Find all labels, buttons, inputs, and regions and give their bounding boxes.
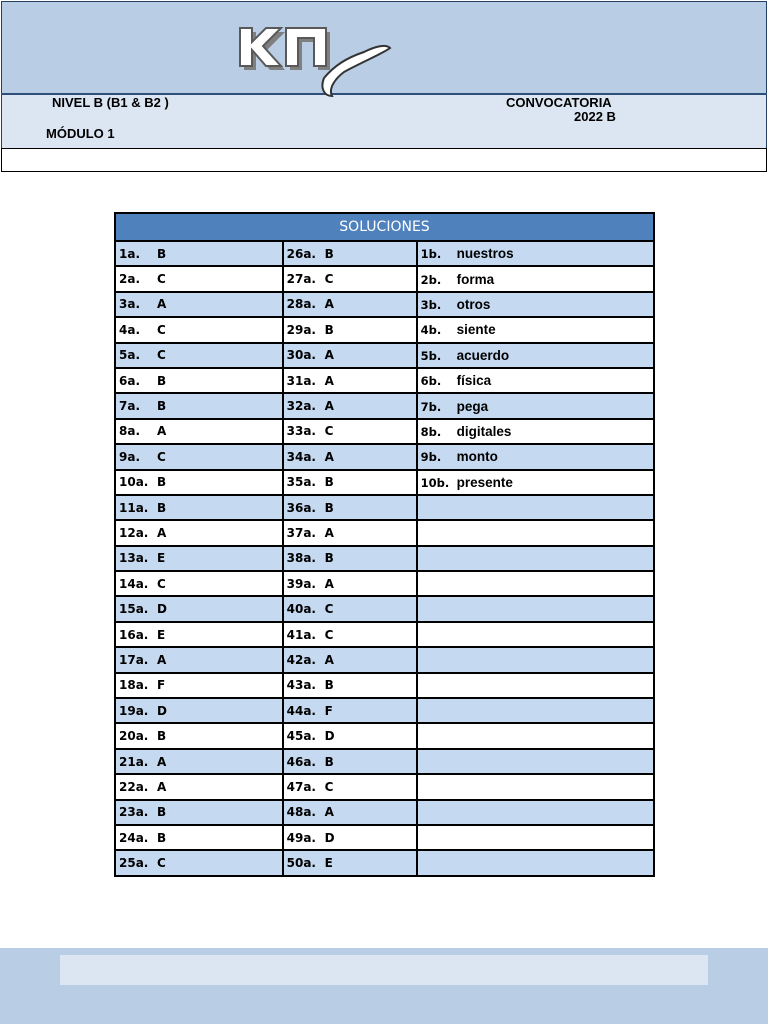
answer-cell-col2 bbox=[283, 571, 417, 596]
answer-word: digitales bbox=[456, 423, 512, 439]
table-row bbox=[115, 444, 654, 469]
answer-letter: C bbox=[324, 272, 334, 287]
answer-letter: E bbox=[157, 551, 166, 566]
answer-letter: D bbox=[324, 830, 335, 845]
answer-cell-col1 bbox=[115, 317, 283, 342]
table-row bbox=[115, 622, 654, 647]
answer-word: siente bbox=[456, 322, 496, 338]
answer-letter: A bbox=[324, 297, 334, 312]
question-number: 1b. bbox=[420, 247, 442, 262]
question-number: 29a. bbox=[286, 322, 316, 337]
answer-cell-col1 bbox=[115, 343, 283, 368]
answer-letter: A bbox=[324, 348, 334, 363]
answer-letter: C bbox=[157, 272, 166, 287]
answer-cell-col3 bbox=[417, 368, 654, 393]
answer-letter: C bbox=[157, 856, 166, 871]
answer-letter: B bbox=[157, 246, 167, 261]
answer-cell-col1 bbox=[115, 774, 283, 799]
table-header-row bbox=[115, 213, 654, 241]
answer-cell-col3 bbox=[417, 343, 654, 368]
answer-cell-col1 bbox=[115, 292, 283, 317]
answer-cell-col1 bbox=[115, 368, 283, 393]
solutions-table-body bbox=[115, 241, 654, 876]
answer-cell-col1 bbox=[115, 673, 283, 698]
nivel-label: NIVEL B (B1 & B2 ) bbox=[52, 95, 169, 110]
answer-cell-col1 bbox=[115, 647, 283, 672]
answer-cell-col3 bbox=[417, 774, 654, 799]
answer-cell-col2 bbox=[283, 317, 417, 342]
answer-cell-col3 bbox=[417, 317, 654, 342]
answer-word: física bbox=[456, 373, 492, 389]
question-number: 5a. bbox=[119, 348, 141, 363]
question-number: 11a. bbox=[119, 500, 149, 515]
answer-cell-col3 bbox=[417, 673, 654, 698]
answer-letter: A bbox=[157, 297, 167, 312]
answer-cell-col1 bbox=[115, 546, 283, 571]
header-empty-row bbox=[1, 149, 767, 172]
answer-cell-col3 bbox=[417, 571, 654, 596]
answer-cell-col2 bbox=[283, 698, 417, 723]
answer-cell-col3 bbox=[417, 470, 654, 495]
answer-cell-col3 bbox=[417, 444, 654, 469]
answer-cell-col2 bbox=[283, 393, 417, 418]
question-number: 43a. bbox=[286, 678, 316, 693]
answer-word: nuestros bbox=[456, 246, 514, 262]
question-number: 32a. bbox=[286, 399, 316, 414]
answer-cell-col2 bbox=[283, 444, 417, 469]
answer-cell-col3 bbox=[417, 546, 654, 571]
question-number: 5b. bbox=[420, 348, 442, 363]
table-row bbox=[115, 647, 654, 672]
answer-word: acuerdo bbox=[456, 347, 510, 363]
answer-letter: A bbox=[324, 525, 334, 540]
table-title: SOLUCIONES bbox=[115, 213, 654, 241]
answer-cell-col2 bbox=[283, 673, 417, 698]
answer-cell-col1 bbox=[115, 444, 283, 469]
answer-word: monto bbox=[456, 449, 498, 465]
answer-cell-col3 bbox=[417, 622, 654, 647]
answer-cell-col1 bbox=[115, 419, 283, 444]
question-number: 27a. bbox=[286, 272, 316, 287]
answer-cell-col1 bbox=[115, 266, 283, 291]
modulo-label: MÓDULO 1 bbox=[46, 126, 115, 141]
question-number: 44a. bbox=[286, 703, 316, 718]
table-row bbox=[115, 596, 654, 621]
answer-letter: F bbox=[324, 703, 333, 718]
question-number: 33a. bbox=[286, 424, 316, 439]
question-number: 26a. bbox=[286, 246, 316, 261]
answer-cell-col3 bbox=[417, 596, 654, 621]
solutions-table bbox=[114, 212, 655, 877]
answer-cell-col1 bbox=[115, 800, 283, 825]
answer-cell-col3 bbox=[417, 723, 654, 748]
answer-letter: A bbox=[157, 652, 167, 667]
answer-cell-col3 bbox=[417, 241, 654, 266]
answer-cell-col2 bbox=[283, 596, 417, 621]
question-number: 10b. bbox=[420, 475, 450, 490]
answer-cell-col1 bbox=[115, 571, 283, 596]
answer-letter: A bbox=[324, 373, 334, 388]
question-number: 6a. bbox=[119, 373, 141, 388]
answer-cell-col3 bbox=[417, 850, 654, 875]
answer-letter: B bbox=[324, 500, 334, 515]
answer-letter: A bbox=[324, 449, 334, 464]
answer-cell-col3 bbox=[417, 292, 654, 317]
answer-cell-col2 bbox=[283, 368, 417, 393]
table-row bbox=[115, 850, 654, 875]
table-row bbox=[115, 317, 654, 342]
answer-word: pega bbox=[456, 398, 489, 414]
table-row bbox=[115, 800, 654, 825]
answer-cell-col1 bbox=[115, 723, 283, 748]
question-number: 30a. bbox=[286, 348, 316, 363]
question-number: 49a. bbox=[286, 830, 316, 845]
answer-cell-col2 bbox=[283, 520, 417, 545]
table-row bbox=[115, 723, 654, 748]
question-number: 12a. bbox=[119, 525, 149, 540]
question-number: 9a. bbox=[119, 449, 141, 464]
answer-cell-col2 bbox=[283, 774, 417, 799]
answer-cell-col3 bbox=[417, 419, 654, 444]
answer-cell-col1 bbox=[115, 393, 283, 418]
question-number: 34a. bbox=[286, 449, 316, 464]
answer-letter: B bbox=[157, 475, 167, 490]
answer-cell-col1 bbox=[115, 622, 283, 647]
question-number: 16a. bbox=[119, 627, 149, 642]
question-number: 4b. bbox=[420, 323, 442, 338]
answer-cell-col3 bbox=[417, 393, 654, 418]
question-number: 19a. bbox=[119, 703, 149, 718]
answer-letter: B bbox=[324, 551, 334, 566]
answer-cell-col2 bbox=[283, 825, 417, 850]
table-row bbox=[115, 825, 654, 850]
question-number: 3a. bbox=[119, 297, 141, 312]
answer-cell-col2 bbox=[283, 292, 417, 317]
answer-cell-col2 bbox=[283, 850, 417, 875]
question-number: 17a. bbox=[119, 652, 149, 667]
question-number: 4a. bbox=[119, 322, 141, 337]
answer-letter: C bbox=[324, 779, 334, 794]
table-row bbox=[115, 546, 654, 571]
answer-cell-col2 bbox=[283, 266, 417, 291]
footer-inner-box bbox=[60, 955, 708, 985]
question-number: 36a. bbox=[286, 500, 316, 515]
question-number: 20a. bbox=[119, 729, 149, 744]
question-number: 31a. bbox=[286, 373, 316, 388]
answer-letter: D bbox=[157, 703, 167, 718]
answer-cell-col2 bbox=[283, 723, 417, 748]
convocatoria-label: CONVOCATORIA bbox=[506, 95, 612, 110]
answer-letter: B bbox=[157, 399, 167, 414]
question-number: 24a. bbox=[119, 830, 149, 845]
answer-cell-col3 bbox=[417, 266, 654, 291]
answer-cell-col1 bbox=[115, 749, 283, 774]
kn-logo-letters bbox=[240, 28, 390, 96]
question-number: 45a. bbox=[286, 729, 316, 744]
question-number: 50a. bbox=[286, 856, 316, 871]
table-row bbox=[115, 266, 654, 291]
answer-letter: E bbox=[157, 627, 166, 642]
answer-cell-col1 bbox=[115, 520, 283, 545]
answer-cell-col2 bbox=[283, 495, 417, 520]
answer-cell-col3 bbox=[417, 520, 654, 545]
question-number: 7b. bbox=[420, 399, 442, 414]
question-number: 8a. bbox=[119, 424, 141, 439]
answer-letter: A bbox=[324, 652, 334, 667]
question-number: 39a. bbox=[286, 576, 316, 591]
question-number: 14a. bbox=[119, 576, 149, 591]
answer-cell-col2 bbox=[283, 800, 417, 825]
question-number: 2a. bbox=[119, 272, 141, 287]
answer-cell-col2 bbox=[283, 622, 417, 647]
question-number: 46a. bbox=[286, 754, 316, 769]
answer-cell-col1 bbox=[115, 698, 283, 723]
question-number: 21a. bbox=[119, 754, 149, 769]
answer-cell-col3 bbox=[417, 825, 654, 850]
answer-cell-col1 bbox=[115, 850, 283, 875]
table-row bbox=[115, 292, 654, 317]
question-number: 9b. bbox=[420, 450, 442, 465]
answer-cell-col2 bbox=[283, 647, 417, 672]
table-row bbox=[115, 241, 654, 266]
answer-letter: A bbox=[157, 754, 167, 769]
kn-logo bbox=[236, 22, 396, 102]
answer-cell-col1 bbox=[115, 241, 283, 266]
answer-letter: A bbox=[157, 779, 167, 794]
answer-letter: A bbox=[324, 399, 334, 414]
question-number: 18a. bbox=[119, 678, 149, 693]
table-row bbox=[115, 393, 654, 418]
answer-cell-col1 bbox=[115, 596, 283, 621]
answer-letter: B bbox=[157, 373, 167, 388]
question-number: 35a. bbox=[286, 475, 316, 490]
answer-letter: D bbox=[324, 729, 335, 744]
convocatoria-year: 2022 B bbox=[574, 109, 616, 124]
question-number: 7a. bbox=[119, 399, 141, 414]
answer-letter: C bbox=[157, 576, 166, 591]
answer-letter: B bbox=[324, 678, 334, 693]
answer-word: otros bbox=[456, 296, 491, 312]
answer-cell-col3 bbox=[417, 800, 654, 825]
table-row bbox=[115, 368, 654, 393]
table-row bbox=[115, 774, 654, 799]
answer-cell-col1 bbox=[115, 825, 283, 850]
answer-letter: A bbox=[157, 525, 167, 540]
answer-cell-col2 bbox=[283, 241, 417, 266]
table-row bbox=[115, 571, 654, 596]
answer-letter: F bbox=[157, 678, 166, 693]
answer-letter: B bbox=[324, 475, 334, 490]
table-row bbox=[115, 343, 654, 368]
question-number: 42a. bbox=[286, 652, 316, 667]
question-number: 6b. bbox=[420, 374, 442, 389]
answer-letter: B bbox=[157, 805, 167, 820]
question-number: 28a. bbox=[286, 297, 316, 312]
answer-letter: C bbox=[324, 627, 334, 642]
question-number: 37a. bbox=[286, 525, 316, 540]
answer-letter: B bbox=[157, 500, 167, 515]
question-number: 15a. bbox=[119, 602, 149, 617]
answer-letter: B bbox=[157, 729, 167, 744]
table-row bbox=[115, 749, 654, 774]
table-row bbox=[115, 419, 654, 444]
table-row bbox=[115, 698, 654, 723]
answer-letter: A bbox=[324, 805, 334, 820]
answer-cell-col2 bbox=[283, 749, 417, 774]
question-number: 13a. bbox=[119, 551, 149, 566]
answer-cell-col3 bbox=[417, 698, 654, 723]
answer-cell-col1 bbox=[115, 495, 283, 520]
answer-cell-col3 bbox=[417, 647, 654, 672]
answer-cell-col2 bbox=[283, 546, 417, 571]
answer-word: forma bbox=[456, 271, 495, 287]
answer-letter: A bbox=[324, 576, 334, 591]
table-row bbox=[115, 495, 654, 520]
question-number: 1a. bbox=[119, 246, 141, 261]
answer-letter: B bbox=[324, 322, 334, 337]
question-number: 22a. bbox=[119, 779, 149, 794]
question-number: 3b. bbox=[420, 297, 442, 312]
answer-letter: E bbox=[324, 856, 333, 871]
question-number: 38a. bbox=[286, 551, 316, 566]
question-number: 25a. bbox=[119, 856, 149, 871]
answer-letter: A bbox=[157, 424, 167, 439]
answer-letter: B bbox=[157, 830, 167, 845]
answer-letter: D bbox=[157, 602, 167, 617]
question-number: 47a. bbox=[286, 779, 316, 794]
answer-letter: C bbox=[157, 348, 166, 363]
table-row bbox=[115, 470, 654, 495]
answer-letter: C bbox=[157, 449, 166, 464]
answer-cell-col3 bbox=[417, 749, 654, 774]
answer-cell-col2 bbox=[283, 343, 417, 368]
answer-letter: B bbox=[324, 246, 334, 261]
answer-letter: C bbox=[324, 602, 334, 617]
question-number: 40a. bbox=[286, 602, 316, 617]
question-number: 48a. bbox=[286, 805, 316, 820]
answer-letter: C bbox=[324, 424, 334, 439]
answer-cell-col2 bbox=[283, 419, 417, 444]
answer-cell-col2 bbox=[283, 470, 417, 495]
answer-letter: C bbox=[157, 322, 166, 337]
question-number: 2b. bbox=[420, 272, 442, 287]
answer-word: presente bbox=[456, 474, 513, 490]
table-row bbox=[115, 673, 654, 698]
question-number: 23a. bbox=[119, 805, 149, 820]
table-row bbox=[115, 520, 654, 545]
question-number: 10a. bbox=[119, 475, 149, 490]
answer-cell-col3 bbox=[417, 495, 654, 520]
question-number: 8b. bbox=[420, 424, 442, 439]
answer-letter: B bbox=[324, 754, 334, 769]
question-number: 41a. bbox=[286, 627, 316, 642]
answer-cell-col1 bbox=[115, 470, 283, 495]
